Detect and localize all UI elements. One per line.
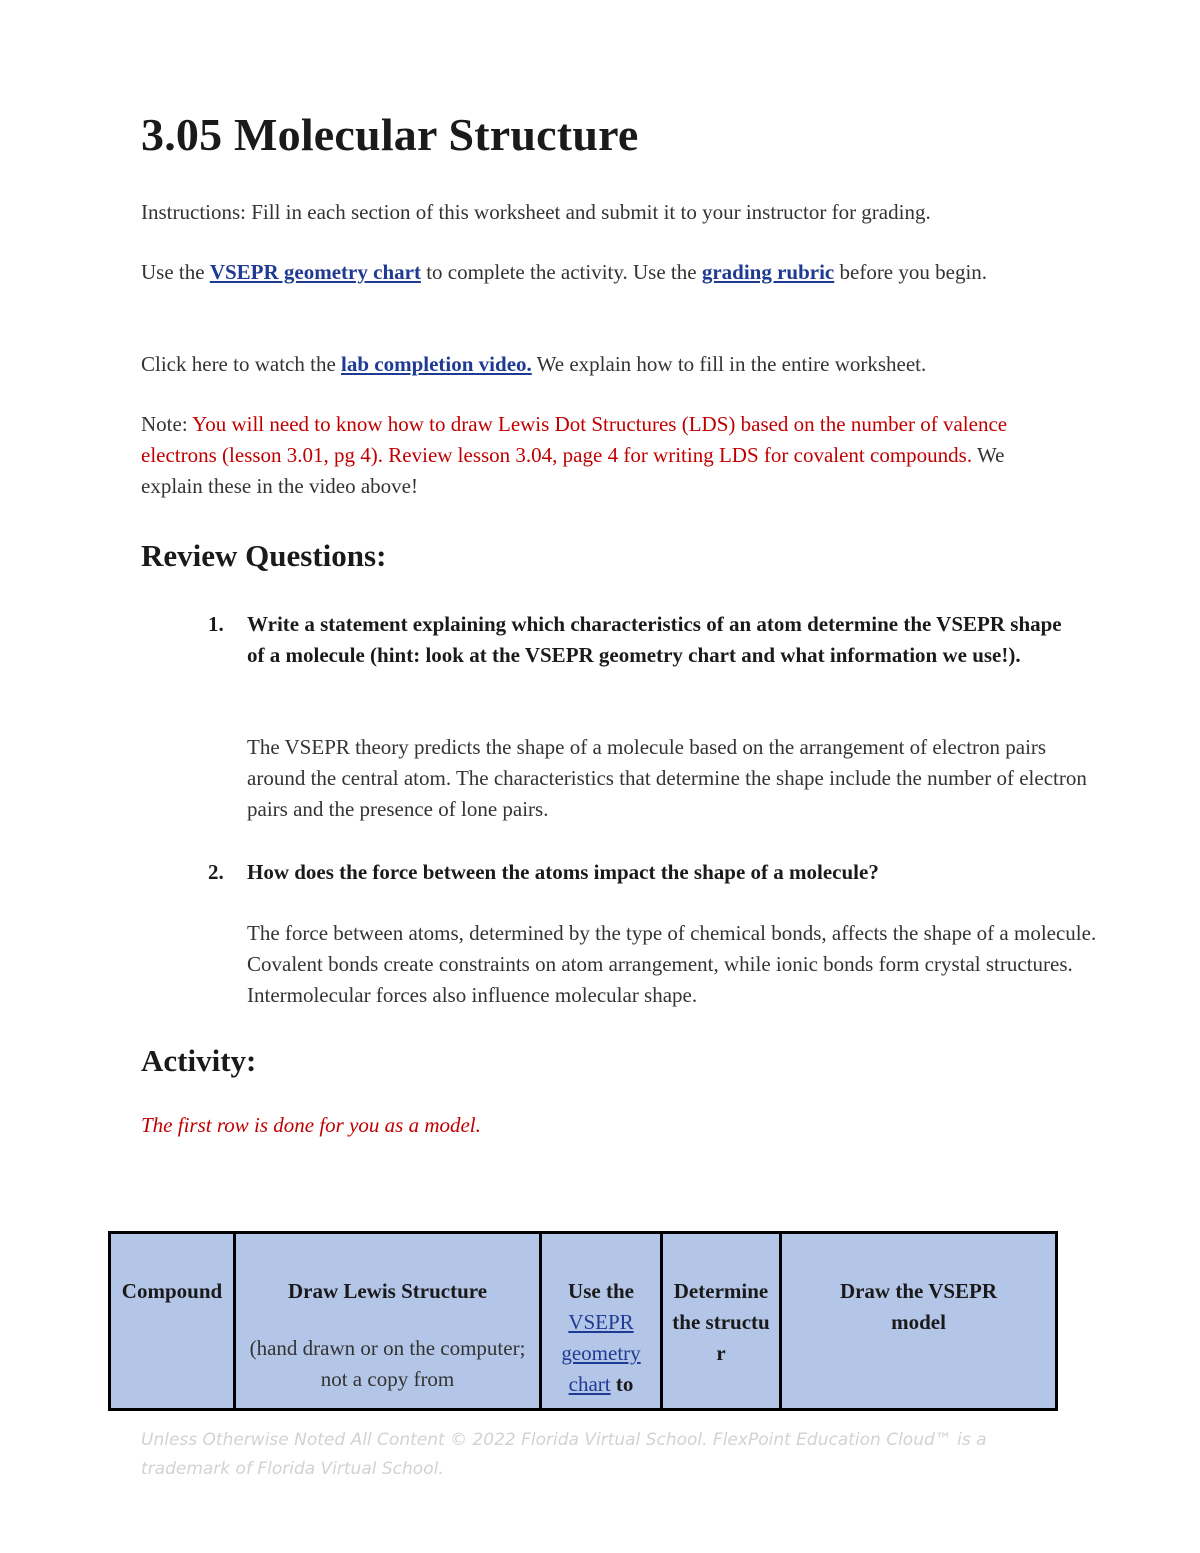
- question-1-text: Write a statement explaining which characteristics of an atom determine the VSEPR shape of a molecule (hint: look at the VSEPR geometry chart and what information we use!).: [247, 612, 1062, 667]
- question-number: 2.: [208, 860, 224, 884]
- note-warning-text: You will need to know how to draw Lewis Dot Structures (LDS) based on the number of valence electrons (lesson 3.01, pg 4). Review lesson 3.04, page 4 for writing LDS for covalent compounds.: [141, 412, 1008, 467]
- header-lewis-structure: [235, 1233, 541, 1410]
- note-paragraph: [141, 409, 1051, 502]
- page-title: 3.05 Molecular Structure: [141, 109, 639, 160]
- header-determine-label: Determine the structur: [672, 1279, 770, 1365]
- header-draw-vsepr-model: [781, 1233, 1057, 1410]
- use-line-suffix: before you begin.: [834, 260, 988, 284]
- lab-video-link[interactable]: lab completion video.: [341, 352, 532, 376]
- grading-rubric-link[interactable]: grading rubric: [701, 260, 835, 284]
- review-questions-heading: Review Questions:: [141, 538, 387, 573]
- table-vsepr-chart-link[interactable]: VSEPR geometry chart: [561, 1310, 641, 1396]
- copyright-footer: Unless Otherwise Noted All Content © 2022 Florida Virtual School. FlexPoint Education Cloud™ is a trademark of Florida Virtual School.: [141, 1430, 987, 1479]
- question-number: 1.: [208, 612, 224, 636]
- header-draw-vsepr-label: Draw the VSEPR model: [839, 1279, 998, 1334]
- question-2-text: How does the force between the atoms impact the shape of a molecule?: [247, 860, 879, 884]
- activity-heading: Activity:: [141, 1043, 257, 1078]
- video-line-suffix: We explain how to fill in the entire worksheet.: [531, 352, 927, 376]
- header-use-chart-prefix: Use the: [568, 1279, 634, 1303]
- use-chart-paragraph: [141, 257, 1051, 288]
- header-lewis-title: Draw Lewis Structure: [287, 1279, 488, 1303]
- question-2-answer: The force between atoms, determined by the type of chemical bonds, affects the shape of a molecule. Covalent bonds create constraints on atom arrangement, while ionic bonds form crystal structures. Intermolecular forces also influence molecular shape.: [247, 921, 1097, 1007]
- video-line-prefix: Click here to watch the: [141, 352, 342, 376]
- activity-table: [108, 1231, 1058, 1411]
- header-use-chart-suffix: to: [615, 1372, 634, 1396]
- vsepr-chart-link[interactable]: VSEPR geometry chart: [209, 260, 421, 284]
- question-1-answer: The VSEPR theory predicts the shape of a molecule based on the arrangement of electron pairs around the central atom. The characteristics that determine the shape include the number of electron pairs and the presence of lone pairs.: [247, 735, 1087, 821]
- header-lewis-subtitle: (hand drawn or on the computer; not a copy from: [249, 1336, 526, 1391]
- header-use-chart: [541, 1233, 662, 1410]
- model-row-note: The first row is done for you as a model.: [141, 1113, 481, 1137]
- video-paragraph: [141, 349, 1051, 380]
- header-determine-structure: [662, 1233, 781, 1410]
- note-label: Note:: [141, 412, 193, 436]
- header-compound-label: Compound: [121, 1279, 223, 1303]
- note-suffix: We explain these in the video above!: [141, 443, 1005, 498]
- instructions-text: Instructions: Fill in each section of this worksheet and submit it to your instructor for grading.: [141, 200, 931, 224]
- use-line-prefix: Use the: [141, 260, 210, 284]
- header-compound: [110, 1233, 235, 1410]
- use-line-middle: to complete the activity. Use the: [420, 260, 702, 284]
- table-header-row: [110, 1233, 1057, 1410]
